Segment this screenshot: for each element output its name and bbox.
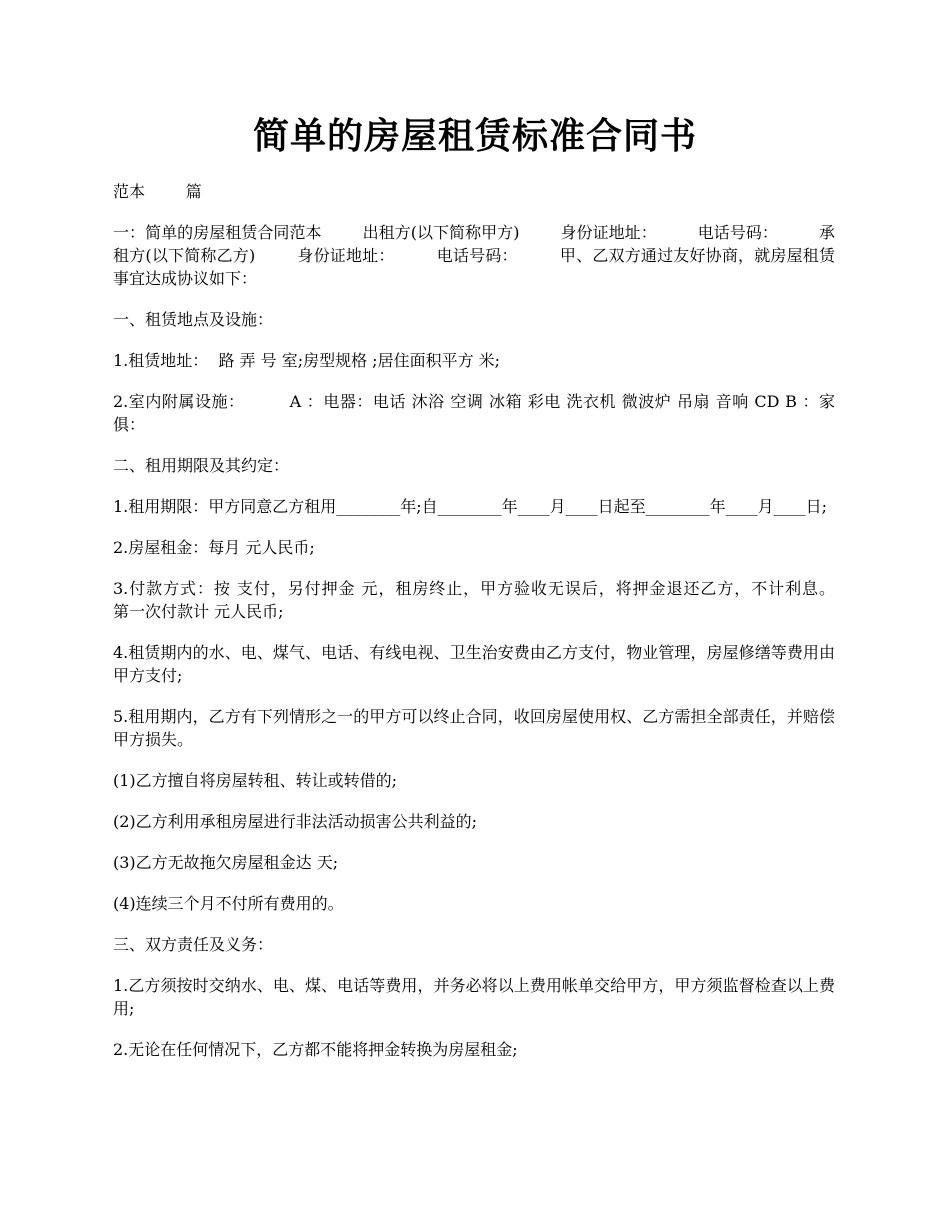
clause-responsibility-2: 2.无论在任何情况下，乙方都不能将押金转换为房屋租金;	[113, 1040, 518, 1059]
section-heading-responsibilities: 三、双方责任及义务：	[113, 935, 274, 954]
termination-item-2: (2)乙方利用承租房屋进行非法活动损害公共利益的;	[113, 812, 478, 831]
termination-item-3: (3)乙方无故拖欠房屋租金达 天;	[113, 853, 339, 872]
document-title: 简单的房屋租赁标准合同书	[252, 115, 697, 157]
clause-rent: 2.房屋租金：每月 元人民币;	[113, 538, 315, 557]
document-body	[113, 180, 876, 1079]
termination-item-1: (1)乙方擅自将房屋转租、转让或转借的;	[113, 771, 398, 790]
termination-item-4: (4)连续三个月不付所有费用的。	[113, 894, 344, 913]
clause-termination: 5.租用期内，乙方有下列情形之一的甲方可以终止合同，收回房屋使用权、乙方需担全部责任，并赔偿甲方损失。	[113, 707, 835, 749]
clause-facilities: 2.室内附属设施： A ：电器：电话 沐浴 空调 冰箱 彩电 洗衣机 微波炉 吊扇 音响 CD B ：家俱：	[113, 392, 835, 434]
clause-responsibility-1: 1.乙方须按时交纳水、电、煤、电话等费用，并务必将以上费用帐单交给甲方，甲方须监督检查以上费用;	[113, 976, 835, 1018]
paragraph-template-version: 范本 篇	[113, 182, 202, 201]
section-heading-location: 一、租赁地点及设施：	[113, 310, 274, 329]
paragraph-parties: 一：简单的房屋租赁合同范本 出租方(以下简称甲方) 身份证地址： 电话号码： 承租方(以下简称乙方) 身份证地址： 电话号码： 甲、乙双方通过友好协商，就房屋租赁事宜达成协议如下：	[113, 223, 835, 288]
clause-address: 1.租赁地址： 路 弄 号 室;房型规格 ;居住面积平方 米;	[113, 351, 501, 370]
section-heading-term: 二、租用期限及其约定：	[113, 456, 290, 475]
clause-term: 1.租用期限：甲方同意乙方租用________年;自________年____月____日起至________年____月____日;	[113, 497, 828, 516]
clause-payment: 3.付款方式：按 支付，另付押金 元，租房终止，甲方验收无误后，将押金退还乙方，不计利息。 第一次付款计 元人民币;	[113, 579, 876, 621]
clause-utilities: 4.租赁期内的水、电、煤气、电话、有线电视、卫生治安费由乙方支付，物业管理，房屋修缮等费用由甲方支付;	[113, 643, 835, 685]
